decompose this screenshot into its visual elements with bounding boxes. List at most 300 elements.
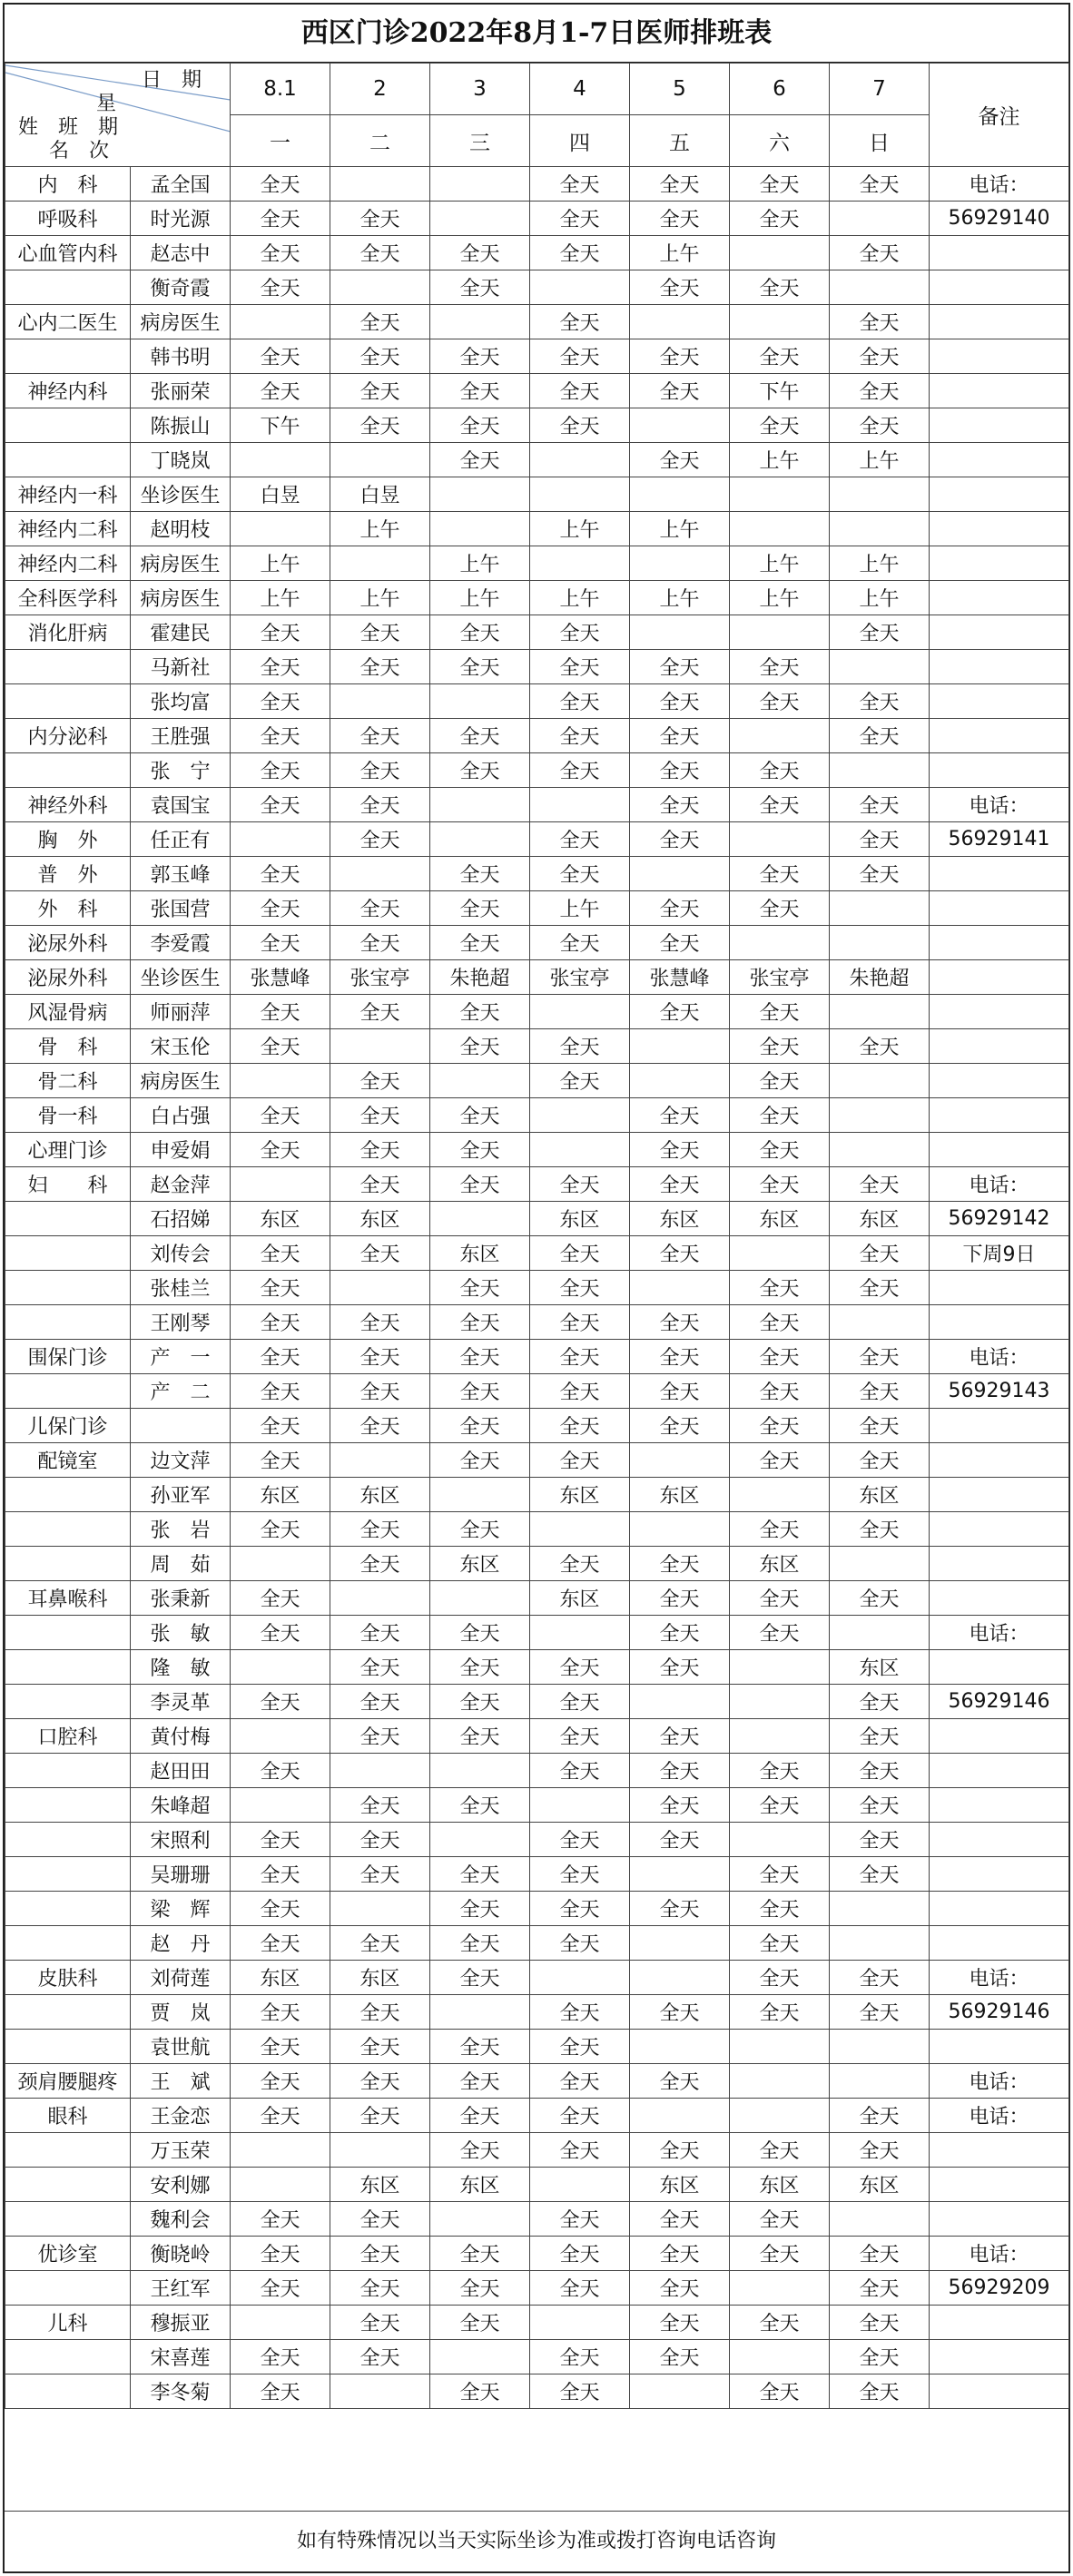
shift-cell: 全天 (830, 1374, 930, 1409)
shift-cell: 全天 (231, 2340, 330, 2374)
shift-cell: 全天 (330, 2340, 430, 2374)
shift-cell: 全天 (430, 2064, 530, 2099)
shift-cell: 上午 (530, 891, 630, 926)
shift-cell: 下午 (231, 408, 330, 443)
table-row (5, 1478, 1069, 1512)
shift-cell (530, 2306, 630, 2340)
schedule-body (5, 64, 1069, 2409)
doctor-cell: 张丽荣 (131, 374, 231, 408)
doctor-cell: 刘传会 (131, 1236, 231, 1271)
table-row (5, 1064, 1069, 1098)
table-row (5, 1616, 1069, 1650)
table-row (5, 512, 1069, 546)
note-cell (930, 650, 1069, 684)
shift-cell: 东区 (231, 1961, 330, 1995)
shift-cell: 全天 (231, 1857, 330, 1892)
shift-cell: 全天 (231, 650, 330, 684)
table-row (5, 408, 1069, 443)
shift-cell: 全天 (231, 270, 330, 305)
department-cell (5, 1857, 131, 1892)
shift-cell: 张慧峰 (231, 960, 330, 995)
note-cell (930, 2306, 1069, 2340)
shift-cell: 全天 (330, 1616, 430, 1650)
shift-cell: 全天 (430, 339, 530, 374)
shift-cell (630, 305, 730, 339)
shift-cell: 全天 (530, 1029, 630, 1064)
note-cell: 56929142 (930, 1202, 1069, 1236)
table-row (5, 2030, 1069, 2064)
doctor-cell: 周 茹 (131, 1547, 231, 1581)
shift-cell: 白昱 (330, 477, 430, 512)
doctor-cell: 坐诊医生 (131, 960, 231, 995)
shift-cell: 全天 (630, 2306, 730, 2340)
shift-cell (830, 1926, 930, 1961)
table-row (5, 1029, 1069, 1064)
shift-cell: 全天 (231, 684, 330, 719)
department-cell: 神经内科 (5, 374, 131, 408)
corner-name-label: 姓 班 期 (18, 116, 119, 139)
shift-cell: 东区 (830, 1650, 930, 1685)
shift-cell: 全天 (730, 1374, 830, 1409)
department-cell (5, 2202, 131, 2237)
note-cell (930, 581, 1069, 615)
shift-cell (231, 512, 330, 546)
department-cell: 儿保门诊 (5, 1409, 131, 1443)
doctor-cell: 宋玉伦 (131, 1029, 231, 1064)
shift-cell: 全天 (530, 822, 630, 857)
doctor-cell: 贾 岚 (131, 1995, 231, 2030)
shift-cell (630, 615, 730, 650)
shift-cell (330, 1754, 430, 1788)
table-row (5, 891, 1069, 926)
note-cell (930, 408, 1069, 443)
shift-cell: 全天 (630, 1133, 730, 1167)
shift-cell (630, 1857, 730, 1892)
note-cell (930, 1857, 1069, 1892)
corner-week-label: 星 (96, 93, 117, 115)
shift-cell (630, 1029, 730, 1064)
doctor-cell: 刘荷莲 (131, 1961, 231, 1995)
doctor-cell: 王红军 (131, 2271, 231, 2306)
shift-cell (830, 1133, 930, 1167)
shift-cell: 东区 (430, 1236, 530, 1271)
shift-cell: 上午 (730, 581, 830, 615)
shift-cell: 全天 (430, 1788, 530, 1823)
shift-cell (630, 477, 730, 512)
note-cell: 56929141 (930, 822, 1069, 857)
shift-cell: 全天 (231, 1133, 330, 1167)
shift-cell (430, 788, 530, 822)
table-row (5, 546, 1069, 581)
schedule-sheet (3, 3, 1070, 2573)
shift-cell: 全天 (330, 1305, 430, 1340)
shift-cell: 全天 (530, 1995, 630, 2030)
shift-cell: 东区 (830, 1478, 930, 1512)
shift-cell: 全天 (730, 995, 830, 1029)
shift-cell: 全天 (730, 2237, 830, 2271)
note-cell: 电话： (930, 1167, 1069, 1202)
shift-cell: 全天 (530, 1064, 630, 1098)
note-cell (930, 512, 1069, 546)
note-cell (930, 305, 1069, 339)
department-cell (5, 650, 131, 684)
department-cell (5, 270, 131, 305)
shift-cell: 全天 (330, 2237, 430, 2271)
note-cell: 电话： (930, 2099, 1069, 2133)
department-cell: 眼科 (5, 2099, 131, 2133)
note-cell (930, 1064, 1069, 1098)
doctor-cell: 产 二 (131, 1374, 231, 1409)
table-row (5, 581, 1069, 615)
department-cell (5, 1374, 131, 1409)
table-row (5, 2374, 1069, 2409)
doctor-cell: 石招娣 (131, 1202, 231, 1236)
shift-cell: 全天 (330, 1340, 430, 1374)
shift-cell (830, 753, 930, 788)
doctor-cell: 申爱娟 (131, 1133, 231, 1167)
shift-cell: 全天 (231, 926, 330, 960)
shift-cell: 全天 (231, 2030, 330, 2064)
note-cell (930, 891, 1069, 926)
department-cell: 神经内一科 (5, 477, 131, 512)
department-cell (5, 1650, 131, 1685)
shift-cell: 全天 (830, 1719, 930, 1754)
department-cell (5, 443, 131, 477)
shift-cell: 全天 (630, 753, 730, 788)
note-cell (930, 1029, 1069, 1064)
shift-cell: 东区 (730, 1547, 830, 1581)
table-row (5, 1340, 1069, 1374)
doctor-cell: 王刚琴 (131, 1305, 231, 1340)
shift-cell: 全天 (730, 650, 830, 684)
note-cell: 56929143 (930, 1374, 1069, 1409)
date-cell: 5 (630, 64, 730, 115)
shift-cell: 全天 (330, 1650, 430, 1685)
shift-cell: 全天 (830, 1409, 930, 1443)
note-cell (930, 2168, 1069, 2202)
shift-cell: 全天 (630, 891, 730, 926)
shift-cell: 全天 (530, 2030, 630, 2064)
shift-cell: 全天 (231, 995, 330, 1029)
shift-cell: 全天 (330, 1167, 430, 1202)
shift-cell (231, 1064, 330, 1098)
weekday-cell: 五 (630, 115, 730, 167)
shift-cell: 全天 (330, 1374, 430, 1409)
shift-cell (630, 2030, 730, 2064)
table-row (5, 2340, 1069, 2374)
shift-cell: 全天 (530, 408, 630, 443)
corner-shift-label: 名 次 (49, 140, 110, 162)
header-corner (5, 64, 231, 167)
shift-cell: 全天 (830, 1512, 930, 1547)
shift-cell: 全天 (530, 1823, 630, 1857)
shift-cell (730, 822, 830, 857)
note-cell (930, 1581, 1069, 1616)
date-cell: 8.1 (231, 64, 330, 115)
shift-cell (630, 1271, 730, 1305)
note-cell: 电话： (930, 1340, 1069, 1374)
shift-cell: 全天 (630, 2064, 730, 2099)
doctor-cell: 坐诊医生 (131, 477, 231, 512)
shift-cell (430, 1995, 530, 2030)
department-cell (5, 2340, 131, 2374)
shift-cell: 全天 (330, 1409, 430, 1443)
shift-cell (530, 443, 630, 477)
shift-cell (530, 788, 630, 822)
doctor-cell (131, 1409, 231, 1443)
weekday-cell: 四 (530, 115, 630, 167)
shift-cell: 全天 (231, 202, 330, 236)
shift-cell: 全天 (630, 339, 730, 374)
shift-cell: 全天 (830, 2306, 930, 2340)
shift-cell: 全天 (530, 1685, 630, 1719)
shift-cell: 全天 (730, 1305, 830, 1340)
shift-cell: 全天 (430, 2237, 530, 2271)
shift-cell: 全天 (830, 615, 930, 650)
shift-cell: 全天 (630, 995, 730, 1029)
shift-cell (730, 2030, 830, 2064)
shift-cell (530, 546, 630, 581)
shift-cell: 全天 (530, 2271, 630, 2306)
shift-cell: 全天 (330, 1064, 430, 1098)
shift-cell: 全天 (730, 1788, 830, 1823)
shift-cell: 全天 (430, 1857, 530, 1892)
shift-cell: 全天 (430, 408, 530, 443)
shift-cell: 张慧峰 (630, 960, 730, 995)
shift-cell: 全天 (330, 753, 430, 788)
shift-cell: 全天 (231, 1892, 330, 1926)
note-cell (930, 2133, 1069, 2168)
doctor-cell: 王金恋 (131, 2099, 231, 2133)
shift-cell: 东区 (231, 1202, 330, 1236)
shift-cell: 全天 (730, 1271, 830, 1305)
shift-cell: 全天 (330, 374, 430, 408)
shift-cell: 全天 (630, 1892, 730, 1926)
shift-cell: 全天 (231, 339, 330, 374)
shift-cell: 全天 (430, 1719, 530, 1754)
department-cell: 心血管内科 (5, 236, 131, 270)
shift-cell: 全天 (231, 1305, 330, 1340)
department-cell: 神经内二科 (5, 546, 131, 581)
shift-cell (330, 546, 430, 581)
department-cell: 泌尿外科 (5, 926, 131, 960)
shift-cell: 全天 (730, 339, 830, 374)
table-row (5, 1857, 1069, 1892)
shift-cell: 全天 (830, 788, 930, 822)
department-cell: 呼吸科 (5, 202, 131, 236)
table-row (5, 236, 1069, 270)
shift-cell (430, 202, 530, 236)
shift-cell: 东区 (630, 1202, 730, 1236)
department-cell (5, 1271, 131, 1305)
doctor-cell: 产 一 (131, 1340, 231, 1374)
shift-cell: 全天 (330, 1547, 430, 1581)
shift-cell: 全天 (730, 1340, 830, 1374)
shift-cell: 全天 (430, 1133, 530, 1167)
note-cell (930, 2202, 1069, 2237)
shift-cell: 全天 (330, 822, 430, 857)
shift-cell (530, 1098, 630, 1133)
shift-cell (430, 2202, 530, 2237)
shift-cell: 上午 (430, 581, 530, 615)
shift-cell (630, 408, 730, 443)
shift-cell: 全天 (630, 1547, 730, 1581)
shift-cell: 全天 (231, 2237, 330, 2271)
shift-cell: 全天 (830, 1271, 930, 1305)
shift-cell: 全天 (730, 2202, 830, 2237)
date-cell: 2 (330, 64, 430, 115)
shift-cell: 东区 (430, 2168, 530, 2202)
shift-cell: 全天 (530, 2133, 630, 2168)
note-cell: 电话： (930, 2237, 1069, 2271)
department-cell: 外 科 (5, 891, 131, 926)
department-cell: 口腔科 (5, 1719, 131, 1754)
shift-cell: 全天 (830, 1236, 930, 1271)
table-row (5, 374, 1069, 408)
shift-cell (430, 822, 530, 857)
note-cell (930, 857, 1069, 891)
doctor-cell: 袁世航 (131, 2030, 231, 2064)
department-cell (5, 339, 131, 374)
shift-cell: 全天 (231, 1374, 330, 1409)
shift-cell: 全天 (830, 1029, 930, 1064)
table-row (5, 270, 1069, 305)
shift-cell: 全天 (330, 1236, 430, 1271)
department-cell: 配镜室 (5, 1443, 131, 1478)
department-cell (5, 2168, 131, 2202)
note-cell (930, 2340, 1069, 2374)
note-cell: 电话： (930, 167, 1069, 202)
shift-cell: 全天 (231, 753, 330, 788)
shift-cell: 全天 (630, 650, 730, 684)
department-cell (5, 1685, 131, 1719)
shift-cell: 全天 (730, 684, 830, 719)
shift-cell: 全天 (330, 650, 430, 684)
shift-cell: 全天 (530, 1236, 630, 1271)
shift-cell: 全天 (730, 408, 830, 443)
shift-cell: 全天 (430, 2271, 530, 2306)
shift-cell: 全天 (730, 1512, 830, 1547)
shift-cell: 全天 (231, 1098, 330, 1133)
shift-cell: 全天 (530, 1340, 630, 1374)
shift-cell (730, 236, 830, 270)
shift-cell: 全天 (730, 2374, 830, 2409)
shift-cell: 上午 (630, 512, 730, 546)
doctor-cell: 赵明枝 (131, 512, 231, 546)
doctor-cell: 张均富 (131, 684, 231, 719)
note-cell (930, 960, 1069, 995)
shift-cell: 全天 (330, 1685, 430, 1719)
shift-cell: 全天 (430, 2030, 530, 2064)
shift-cell: 全天 (530, 857, 630, 891)
shift-cell: 全天 (330, 1788, 430, 1823)
shift-cell: 上午 (330, 512, 430, 546)
shift-cell: 全天 (430, 2374, 530, 2409)
shift-cell: 全天 (530, 1547, 630, 1581)
note-cell: 下周9日 (930, 1236, 1069, 1271)
shift-cell (330, 1443, 430, 1478)
shift-cell: 全天 (330, 995, 430, 1029)
department-cell: 围保门诊 (5, 1340, 131, 1374)
weekday-cell: 三 (430, 115, 530, 167)
shift-cell: 全天 (630, 1788, 730, 1823)
table-row (5, 2271, 1069, 2306)
shift-cell: 全天 (430, 857, 530, 891)
shift-cell: 全天 (530, 2202, 630, 2237)
table-row (5, 339, 1069, 374)
shift-cell: 全天 (430, 1650, 530, 1685)
table-row (5, 477, 1069, 512)
doctor-cell: 吴珊珊 (131, 1857, 231, 1892)
shift-cell: 全天 (330, 2064, 430, 2099)
shift-cell: 全天 (430, 443, 530, 477)
shift-cell: 全天 (730, 1581, 830, 1616)
shift-cell: 全天 (830, 1443, 930, 1478)
shift-cell (730, 615, 830, 650)
shift-cell (730, 305, 830, 339)
shift-cell: 全天 (231, 615, 330, 650)
shift-cell: 上午 (830, 443, 930, 477)
shift-cell: 全天 (430, 1374, 530, 1409)
note-cell (930, 1719, 1069, 1754)
date-cell: 6 (730, 64, 830, 115)
shift-cell: 全天 (430, 1029, 530, 1064)
weekday-cell: 一 (231, 115, 330, 167)
shift-cell (231, 1650, 330, 1685)
doctor-cell: 赵金萍 (131, 1167, 231, 1202)
shift-cell (430, 1064, 530, 1098)
shift-cell: 全天 (630, 202, 730, 236)
shift-cell: 全天 (430, 236, 530, 270)
shift-cell (730, 2099, 830, 2133)
shift-cell: 东区 (430, 1547, 530, 1581)
shift-cell: 上午 (530, 581, 630, 615)
doctor-cell: 张秉新 (131, 1581, 231, 1616)
doctor-cell: 李爱霞 (131, 926, 231, 960)
department-cell: 皮肤科 (5, 1961, 131, 1995)
note-cell (930, 753, 1069, 788)
shift-cell (630, 1685, 730, 1719)
doctor-cell: 衡晓岭 (131, 2237, 231, 2271)
note-cell (930, 270, 1069, 305)
department-cell (5, 1616, 131, 1650)
shift-cell (830, 2030, 930, 2064)
shift-cell: 全天 (830, 1340, 930, 1374)
shift-cell (630, 1961, 730, 1995)
shift-cell (231, 2133, 330, 2168)
shift-cell: 全天 (231, 2064, 330, 2099)
shift-cell: 全天 (530, 2099, 630, 2133)
table-row (5, 1167, 1069, 1202)
shift-cell: 全天 (330, 339, 430, 374)
shift-cell: 全天 (530, 202, 630, 236)
shift-cell: 上午 (231, 546, 330, 581)
table-row (5, 1754, 1069, 1788)
shift-cell: 全天 (630, 1754, 730, 1788)
department-cell (5, 2133, 131, 2168)
shift-cell: 全天 (630, 2271, 730, 2306)
shift-cell: 全天 (430, 2099, 530, 2133)
doctor-cell: 魏利会 (131, 2202, 231, 2237)
doctor-cell: 安利娜 (131, 2168, 231, 2202)
shift-cell: 全天 (730, 270, 830, 305)
shift-cell (530, 1961, 630, 1995)
shift-cell (630, 2099, 730, 2133)
note-cell (930, 374, 1069, 408)
shift-cell: 全天 (630, 2202, 730, 2237)
shift-cell (830, 202, 930, 236)
shift-cell: 全天 (530, 1409, 630, 1443)
